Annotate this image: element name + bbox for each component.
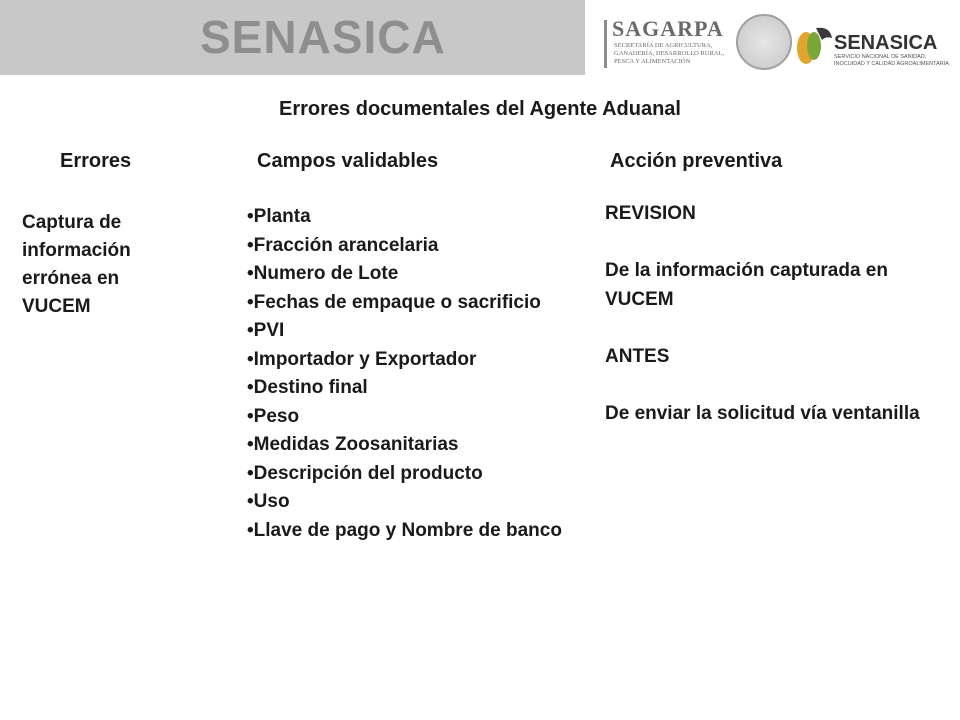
- logo-area: [600, 12, 950, 72]
- field-item: • Numero de Lote: [247, 260, 587, 289]
- field-item: • Descripción del producto: [247, 460, 587, 489]
- field-item: • Fechas de empaque o sacrificio: [247, 289, 587, 318]
- column-header-action: Acción preventiva: [610, 150, 783, 172]
- senasica-logo-icon: [792, 18, 834, 66]
- preventive-actions: [605, 200, 925, 457]
- field-item: • Llave de pago y Nombre de banco: [247, 517, 587, 546]
- action-item: REVISION: [605, 203, 696, 224]
- column-header-errors: Errores: [60, 150, 132, 172]
- field-item: • Destino final: [247, 374, 587, 403]
- field-item: • PVI: [247, 317, 587, 346]
- mexico-seal-icon: [736, 14, 792, 70]
- action-item: De la información capturada en VUCEM: [605, 260, 888, 310]
- field-item: • Medidas Zoosanitarias: [247, 431, 587, 460]
- field-item: • Uso: [247, 488, 587, 517]
- action-item: De enviar la solicitud vía ventanilla: [605, 402, 920, 424]
- sagarpa-divider: [604, 20, 607, 68]
- error-description: Captura de información errónea en VUCEM: [22, 212, 131, 317]
- senasica-logo-subtitle: SERVICIO NACIONAL DE SANIDAD, INOCUIDAD Y CALIDAD AGROALIMENTARIA: [834, 54, 949, 67]
- action-item: ANTES: [605, 345, 670, 367]
- field-item: • Planta: [247, 203, 587, 232]
- column-header-fields: Campos validables: [257, 150, 439, 172]
- validatable-fields-list: [247, 203, 587, 545]
- field-item: • Importador y Exportador: [247, 346, 587, 375]
- senasica-logo-text: SENASICA: [834, 32, 938, 54]
- document-title: Errores documentales del Agente Aduanal: [279, 98, 681, 120]
- sagarpa-logo-text: SAGARPA: [612, 16, 724, 41]
- field-item: • Peso: [247, 403, 587, 432]
- header-title: SENASICA: [200, 11, 446, 63]
- field-item: • Fracción arancelaria: [247, 232, 587, 261]
- sagarpa-logo-subtitle: SECRETARÍA DE AGRICULTURA, GANADERÍA, DESARROLLO RURAL, PESCA Y ALIMENTACIÓN: [614, 42, 725, 65]
